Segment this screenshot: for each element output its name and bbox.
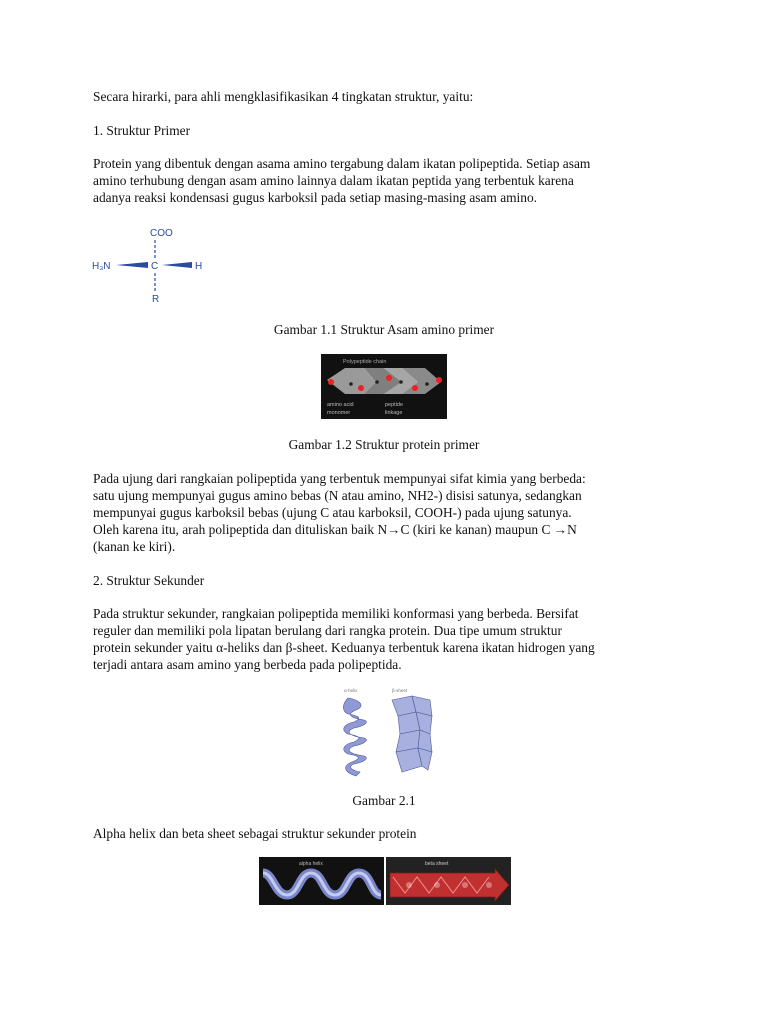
fig2-label-left: amino acid — [327, 402, 354, 408]
alpha-beta-ribbon-figure — [340, 686, 440, 778]
amino-label-left: H₃N — [92, 261, 111, 272]
primary-paragraph2-line-3: mempunyai gugus karboksil bebas (ujung C atau karboksil, COOH-) pada ujung satunya. — [93, 505, 572, 520]
fig2-label-top: Polypeptide chain — [343, 359, 387, 365]
secondary-paragraph-line-2: reguler dan memiliki pola lipatan berulang dari rangka protein. Dua tipe umum struktur — [93, 623, 562, 638]
primary-paragraph2-line-1: Pada ujung dari rangkaian polipeptida yang terbentuk mempunyai sifat kimia yang berbeda: — [93, 471, 586, 486]
figure-1-2-caption: Gambar 1.2 Struktur protein primer — [288, 437, 480, 452]
fig4-label-left: alpha helix — [299, 861, 323, 867]
fig4-label-right: beta sheet — [425, 861, 449, 867]
heading-struktur-primer: 1. Struktur Primer — [93, 123, 191, 138]
alpha-beta-sentence: Alpha helix dan beta sheet sebagai struktur sekunder protein — [93, 826, 417, 841]
primary-paragraph-line-2: amino terhubung dengan asam amino lainnya dalam ikatan peptida yang terbentuk karena — [93, 173, 574, 188]
secondary-paragraph-line-4: terjadi antara asam amino yang berbeda pada polipeptida. — [93, 657, 402, 672]
primary-paragraph-line-3: adanya reaksi kondensasi gugus karboksil pada setiap masing-masing asam amino. — [93, 190, 538, 205]
helix-sheet-panels-figure — [259, 857, 511, 905]
figure-2-1-caption: Gambar 2.1 — [352, 793, 416, 808]
heading-struktur-sekunder: 2. Struktur Sekunder — [93, 573, 205, 588]
primary-paragraph2-line-5: (kanan ke kiri). — [93, 539, 176, 554]
svg-text:monomer: monomer — [327, 410, 351, 416]
fig3-label-right: β-sheet — [392, 688, 408, 693]
amino-label-bottom: R — [152, 294, 160, 305]
amino-label-right: H — [195, 261, 203, 272]
primary-paragraph2-line-4: Oleh karena itu, arah polipeptida dan dituliskan baik N→C (kiri ke kanan) maupun C →N — [93, 522, 577, 537]
primary-paragraph2-line-2: satu ujung mempunyai gugus amino bebas (N atau amino, NH2-) disisi satunya, sedangkan — [93, 488, 582, 503]
amino-label-center: C — [151, 261, 159, 272]
secondary-paragraph-line-1: Pada struktur sekunder, rangkaian polipeptida memiliki konformasi yang berbeda. Bersifat — [93, 606, 579, 621]
primary-paragraph-line-1: Protein yang dibentuk dengan asama amino tergabung dalam ikatan polipeptida. Setiap asam — [93, 156, 591, 171]
intro-text: Secara hirarki, para ahli mengklasifikasikan 4 tingkatan struktur, yaitu: — [93, 89, 474, 104]
fig3-label-left: α-helix — [344, 688, 358, 693]
secondary-paragraph-line-3: protein sekunder yaitu α-heliks dan β-sheet. Keduanya terbentuk karena ikatan hidrogen yang — [93, 640, 595, 655]
figure-1-1-caption: Gambar 1.1 Struktur Asam amino primer — [273, 322, 495, 337]
amino-acid-structure-figure — [90, 222, 220, 307]
amino-label-top: COO — [150, 228, 173, 239]
primary-protein-structure-figure — [321, 354, 447, 419]
svg-text:linkage: linkage — [385, 410, 403, 416]
fig2-label-right: peptide — [385, 402, 404, 408]
